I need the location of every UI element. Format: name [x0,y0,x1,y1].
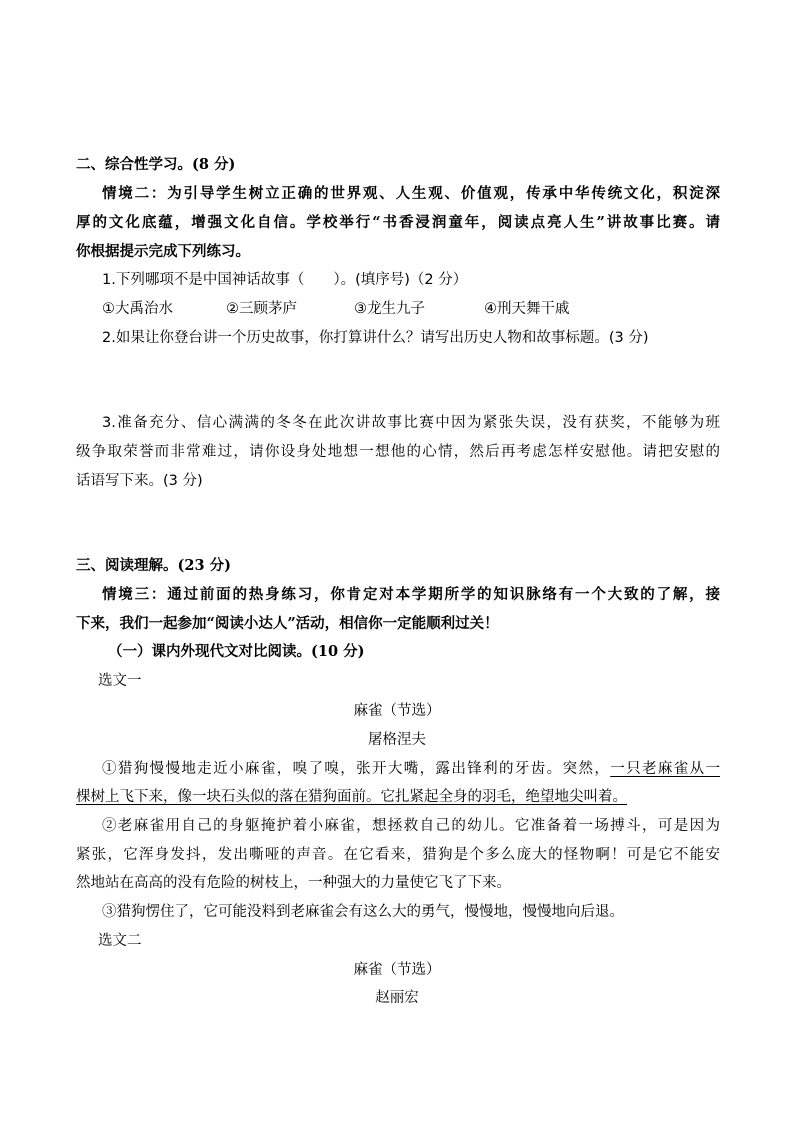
scenario-2-line-1: 情境二：为引导学生树立正确的世界观、人生观、价值观，传承中华传统文化，积淀深 [102,185,720,202]
text-1-paragraph-2-line-3: 然地站在高高的没有危险的树枝上，一种强大的力量使它飞了下来。 [76,875,511,891]
question-1: 1.下列哪项不是中国神话故事（ ）。(填序号)（2 分） [102,272,468,288]
option-2: ②三顾茅庐 [226,301,297,317]
section-2-heading: 二、综合性学习。(8 分) [76,156,236,173]
scenario-3-line-2: 下来，我们一起参加“阅读小达人”活动，相信你一定能顺利过关！ [76,615,499,632]
scenario-3-line-1: 情境三：通过前面的热身练习，你肯定对本学期所学的知识脉络有一个大致的了解，接 [102,586,720,603]
text-2-author: 赵丽宏 [375,990,419,1006]
text-1-paragraph-3: ③猎狗愣住了，它可能没料到老麻雀会有这么大的勇气，慢慢地，慢慢地向后退。 [102,904,624,920]
question-2: 2.如果让你登台讲一个历史故事，你打算讲什么？请写出历史人物和故事标题。(3 分) [102,330,649,346]
underlined-sentence: 一只老麻雀从一 [610,761,721,777]
section-3-heading: 三、阅读理解。(23 分) [76,557,231,574]
text-2-label: 选文二 [98,933,142,949]
scenario-2-line-3: 你根据提示完成下列练习。 [76,243,250,260]
text-2-title: 麻雀（节选） [353,962,441,978]
scenario-2-line-2: 厚的文化底蕴，增强文化自信。学校举行“书香浸润童年，阅读点亮人生”讲故事比赛。请 [76,214,720,231]
question-3-line-2: 级争取荣誉而非常难过，请你设身处地想一想他的心情，然后再考虑怎样安慰他。请把安慰的 [76,444,720,460]
option-4: ④刑天舞干戚 [484,301,570,317]
subsection-1-heading: （一）课内外现代文对比阅读。(10 分) [108,643,365,660]
text-1-author: 屠格涅夫 [368,732,426,748]
text-1-paragraph-2-line-1: ②老麻雀用自己的身躯掩护着小麻雀，想拯救自己的幼儿。它准备着一场搏斗，可是因为 [102,818,720,834]
text-1-paragraph-1-line-1: ①猎狗慢慢地走近小麻雀，嗅了嗅，张开大嘴，露出锋利的牙齿。突然，一只老麻雀从一 [102,761,721,777]
option-1: ①大禹治水 [102,301,173,317]
question-3-line-1: 3.准备充分、信心满满的冬冬在此次讲故事比赛中因为紧张失误，没有获奖，不能够为班 [102,415,720,431]
text-1-label: 选文一 [98,673,142,689]
option-3: ③龙生九子 [354,301,425,317]
text-1-paragraph-2-line-2: 紧张，它浑身发抖，发出嘶哑的声音。在它看来，猎狗是个多么庞大的怪物啊！可是它不能安 [76,847,720,863]
text-1-paragraph-1-line-2 [76,787,627,807]
underlined-sentence: 棵树上飞下来，像一块石头似的落在猎狗面前。它扎紧起全身的羽毛，绝望地尖叫着。 [76,789,627,805]
question-3-line-3: 话语写下来。(3 分) [76,473,203,489]
text-1-title: 麻雀（节选） [353,703,441,719]
question-1-options [102,299,608,319]
